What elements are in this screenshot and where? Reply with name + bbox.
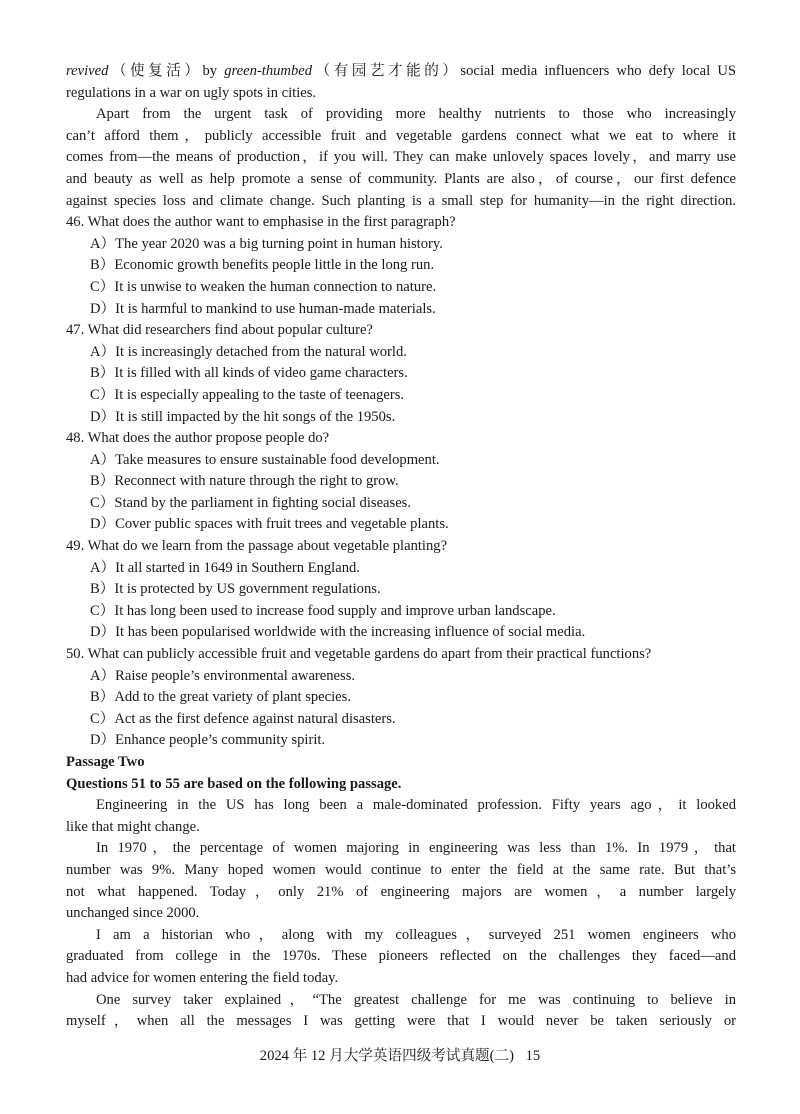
passage-line: Engineering in the US has long been a male-dominated profession. Fifty years ago，it looked — [96, 797, 736, 814]
passage-line: comes from—the means of production，if you will. They can make unlovely spaces lovely，and marry use — [66, 149, 736, 166]
option-a[interactable]: A）It all started in 1649 in Southern England. — [90, 559, 360, 576]
option-d[interactable]: D）It has been popularised worldwide with the increasing influence of social media. — [90, 624, 586, 641]
question-50 — [66, 644, 736, 752]
option-b[interactable]: B）Economic growth benefits people little in the long run. — [90, 257, 435, 274]
italic-word: revived — [66, 63, 109, 79]
passage-line: Apart from the urgent task of providing more healthy nutrients to those who increasingly — [96, 106, 736, 123]
page-number: 15 — [525, 1048, 541, 1064]
question-stem: 47. What did researchers find about popular culture? — [66, 322, 373, 339]
question-47 — [66, 320, 736, 428]
question-stem: 50. What can publicly accessible fruit and vegetable gardens do apart from their practical functions? — [66, 646, 652, 663]
question-stem: 48. What does the author propose people do? — [66, 430, 330, 447]
option-c[interactable]: C）It is unwise to weaken the human connection to nature. — [90, 278, 437, 295]
footer-title: 2024 年 12 月大学英语四级考试真题(二) — [259, 1048, 514, 1064]
passage-line: I am a historian who，along with my colleagues，surveyed 251 women engineers who — [96, 926, 736, 943]
passage-paragraph — [66, 990, 736, 1033]
option-a[interactable]: A）The year 2020 was a big turning point in human history. — [90, 235, 443, 252]
gloss-text: （使复活）by — [108, 63, 225, 79]
option-d[interactable]: D）Cover public spaces with fruit trees and vegetable plants. — [90, 516, 449, 533]
passage-line: like that might change. — [66, 818, 200, 835]
option-a[interactable]: A）It is increasingly detached from the natural world. — [90, 343, 407, 360]
passage-line: number was 9%. Many hoped women would continue to enter the field at the same rate. But that’s — [66, 861, 736, 878]
option-c[interactable]: C）It has long been used to increase food supply and improve urban landscape. — [90, 602, 556, 619]
option-d[interactable]: D）It is still impacted by the hit songs of the 1950s. — [90, 408, 396, 425]
option-b[interactable]: B）Reconnect with nature through the right to grow. — [90, 473, 399, 490]
passage-line: One survey taker explained，“The greatest challenge for me was continuing to believe in — [96, 991, 736, 1008]
italic-word: green-thumbed — [224, 63, 313, 79]
option-c[interactable]: C）It is especially appealing to the taste of teenagers. — [90, 386, 405, 403]
passage-line: and beauty as well as help promote a sense of community. Plants are also，of course，our first defence — [66, 170, 736, 187]
question-stem: 46. What does the author want to emphasise in the first paragraph? — [66, 214, 456, 231]
passage-line: regulations in a war on ugly spots in cities. — [66, 84, 317, 101]
passage-line: myself，when all the messages I was getting were that I would never be taken seriously or — [66, 1013, 736, 1030]
option-b[interactable]: B）It is protected by US government regulations. — [90, 581, 381, 598]
passage-subheading: Questions 51 to 55 are based on the following passage. — [66, 775, 402, 792]
option-d[interactable]: D）Enhance people’s community spirit. — [90, 732, 326, 749]
question-49 — [66, 536, 736, 644]
passage-paragraph — [66, 925, 736, 990]
passage-heading: Passage Two — [66, 754, 145, 770]
passage-line: unchanged since 2000. — [66, 905, 200, 922]
option-c[interactable]: C）Act as the first defence against natural disasters. — [90, 710, 396, 727]
page-footer — [0, 1044, 800, 1065]
option-c[interactable]: C）Stand by the parliament in fighting social diseases. — [90, 494, 412, 511]
option-a[interactable]: A）Take measures to ensure sustainable food development. — [90, 451, 440, 468]
passage-line: against species loss and climate change. Such planting is a small step for humanity—in the right direction. — [66, 192, 736, 209]
question-48 — [66, 428, 736, 536]
option-b[interactable]: B）Add to the great variety of plant species. — [90, 689, 351, 706]
passage-line: In 1970，the percentage of women majoring in engineering was less than 1%. In 1979，that — [96, 840, 736, 857]
passage-line: not what happened. Today，only 21% of engineering majors are women，a number largely — [66, 883, 736, 900]
passage-paragraph — [66, 795, 736, 838]
passage-line: had advice for women entering the field today. — [66, 969, 339, 986]
passage-paragraph — [66, 838, 736, 924]
question-stem: 49. What do we learn from the passage about vegetable planting? — [66, 538, 448, 555]
option-b[interactable]: B）It is filled with all kinds of video game characters. — [90, 365, 408, 382]
passage-text: （有园艺才能的）social media influencers who defy local US — [312, 63, 736, 79]
option-d[interactable]: D）It is harmful to mankind to use human-made materials. — [90, 300, 436, 317]
passage-line — [66, 61, 736, 83]
passage-paragraph — [66, 104, 736, 212]
page-content — [66, 61, 736, 1033]
passage-line: can’t afford them，publicly accessible fruit and vegetable gardens connect what we eat to where it — [66, 127, 736, 144]
passage-line: graduated from college in the 1970s. These pioneers reflected on the challenges they faced—and — [66, 948, 736, 965]
question-46 — [66, 212, 736, 320]
option-a[interactable]: A）Raise people’s environmental awareness. — [90, 667, 356, 684]
